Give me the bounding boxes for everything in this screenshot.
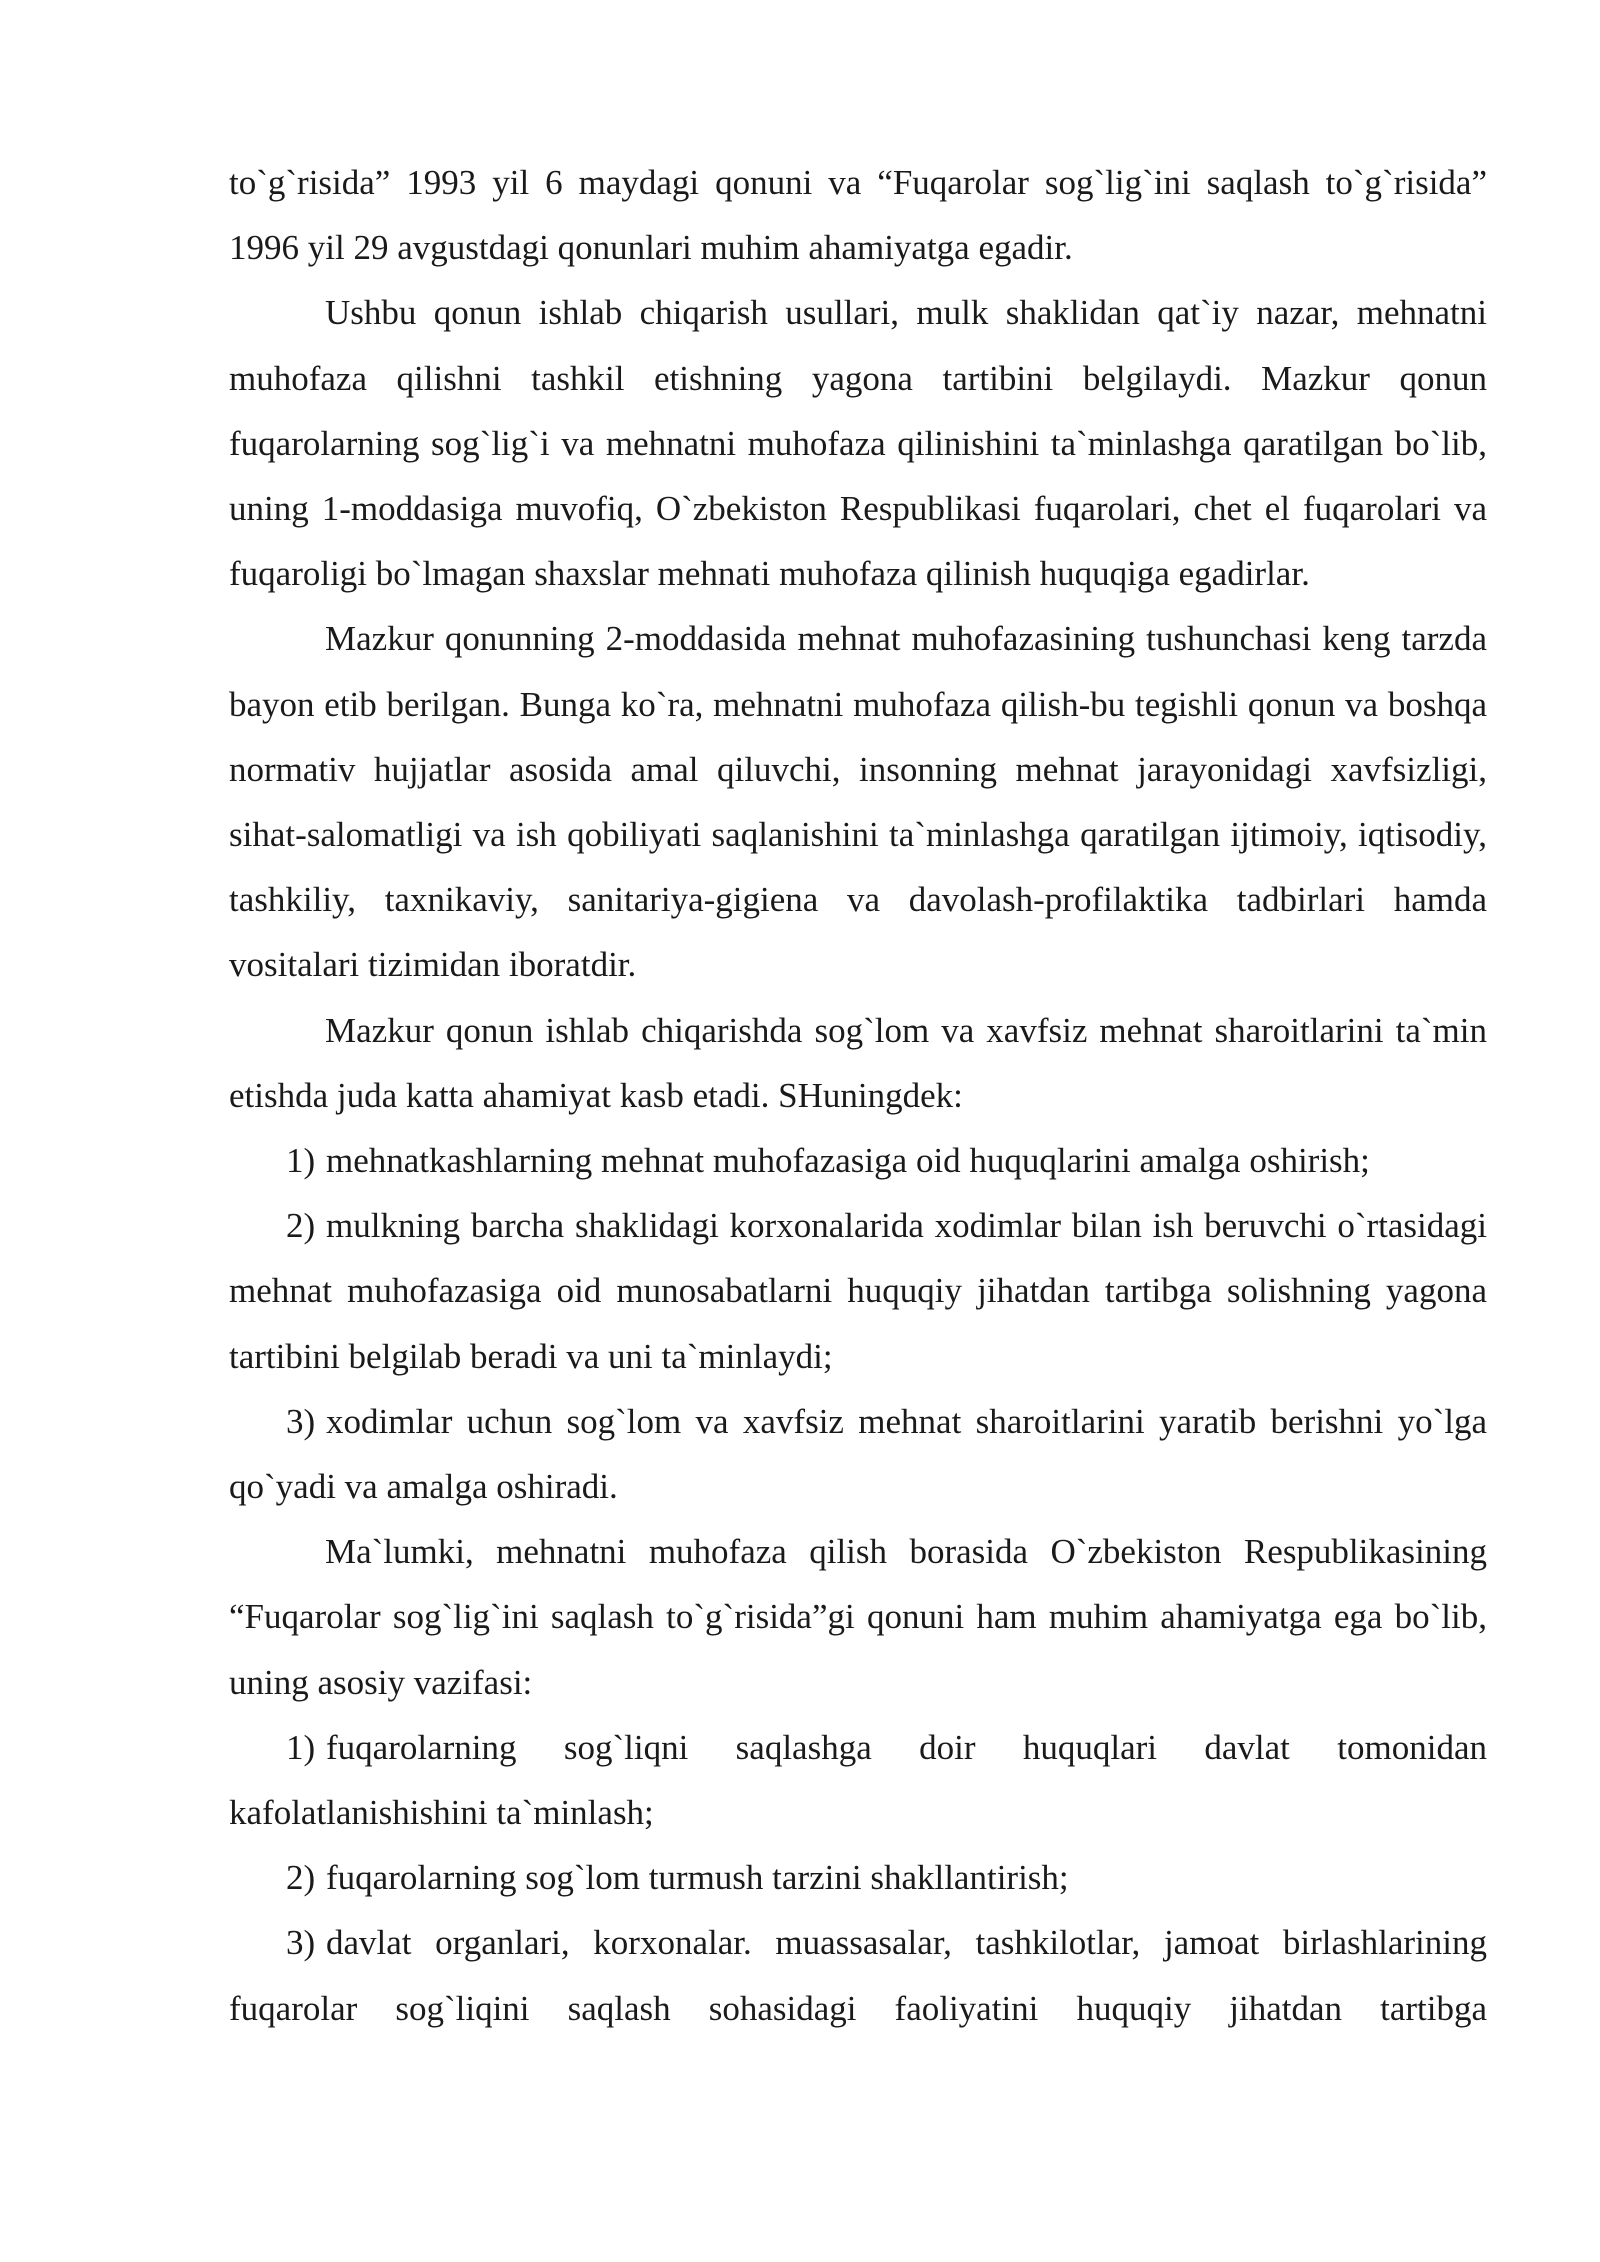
list-item <box>229 1128 1487 1193</box>
list-item-number: 2) <box>286 1206 316 1246</box>
paragraph-4: Mazkur qonun ishlab chiqarishda sog`lom va xavfsiz mehnat sharoitlarini ta`min etishda juda katta ahamiyat kasb etadi. SHuningdek: <box>229 1010 1487 1115</box>
list-item <box>229 1193 1487 1389</box>
paragraph-2: Ushbu qonun ishlab chiqarish usullari, mulk shaklidan qat`iy nazar, mehnatni muhofaza qilishni tashkil etishning yagona tartibini belgilaydi. Mazkur qonun fuqarolarning sog`lig`i va mehnatni muhofaza qilinishini ta`minlashga qaratilgan bo`lib, uning 1-moddasiga muvofiq, O`zbekiston Respublikasi fuqarolari, chet el fuqarolari va fuqaroligi bo`lmagan shaxslar mehnati muhofaza qilinish huquqiga egadirlar. <box>229 293 1487 594</box>
list-item-number: 3) <box>286 1923 316 1963</box>
list-item <box>229 1715 1487 1845</box>
list-item-number: 3) <box>286 1401 316 1441</box>
list-item-text: mulkning barcha shaklidagi korxonalarida xodimlar bilan ish beruvchi o`rtasidagi mehnat muhofazasiga oid munosabatlarni huquqiy jihatdan tartibga solishning yagona tartibini belgilab beradi va uni ta`minlaydi; <box>229 1206 1487 1376</box>
document-page <box>229 150 1487 2041</box>
list-item <box>229 1389 1487 1519</box>
list-item-text: xodimlar uchun sog`lom va xavfsiz mehnat sharoitlarini yaratib berishni yo`lga qo`yadi va amalga oshiradi. <box>229 1401 1487 1507</box>
list-item-text: davlat organlari, korxonalar. muassasalar, tashkilotlar, jamoat birlashlarining fuqarolar sog`liqini saqlash sohasidagi faoliyatini huquqiy jihatdan tartibga <box>229 1923 1487 2028</box>
list-item-number: 2) <box>286 1858 316 1898</box>
list-item-number: 1) <box>286 1727 316 1767</box>
list-item-text: fuqarolarning sog`liqni saqlashga doir huquqlari davlat tomonidan kafolatlanishishini ta`minlash; <box>229 1727 1487 1833</box>
list-item <box>229 1910 1487 2040</box>
list-item-text: fuqarolarning sog`lom turmush tarzini shakllantirish; <box>326 1858 1069 1898</box>
paragraph-5: Ma`lumki, mehnatni muhofaza qilish borasida O`zbekiston Respublikasining “Fuqarolar sog`lig`ini saqlash to`g`risida”gi qonuni ham muhim ahamiyatga ega bo`lib, uning asosiy vazifasi: <box>229 1532 1487 1702</box>
list-item-text: mehnatkashlarning mehnat muhofazasiga oid huquqlarini amalga oshirish; <box>326 1141 1370 1181</box>
paragraph-3: Mazkur qonunning 2-moddasida mehnat muhofazasining tushunchasi keng tarzda bayon etib berilgan. Bunga ko`ra, mehnatni muhofaza qilish-bu tegishli qonun va boshqa normativ hujjatlar asosida amal qiluvchi, insonning mehnat jarayonidagi xavfsizligi, sihat-salomatligi va ish qobiliyati saqlanishini ta`minlashga qaratilgan ijtimoiy, iqtisodiy, tashkiliy, taxnikaviy, sanitariya-gigiena va davolash-profilaktika tadbirlari hamda vositalari tizimidan iboratdir. <box>229 619 1487 985</box>
paragraph-1: to`g`risida” 1993 yil 6 maydagi qonuni va “Fuqarolar sog`lig`ini saqlash to`g`risida” 1996 yil 29 avgustdagi qonunlari muhim ahamiyatga egadir. <box>229 163 1487 268</box>
list-item-number: 1) <box>286 1141 316 1181</box>
list-item <box>229 1845 1487 1910</box>
